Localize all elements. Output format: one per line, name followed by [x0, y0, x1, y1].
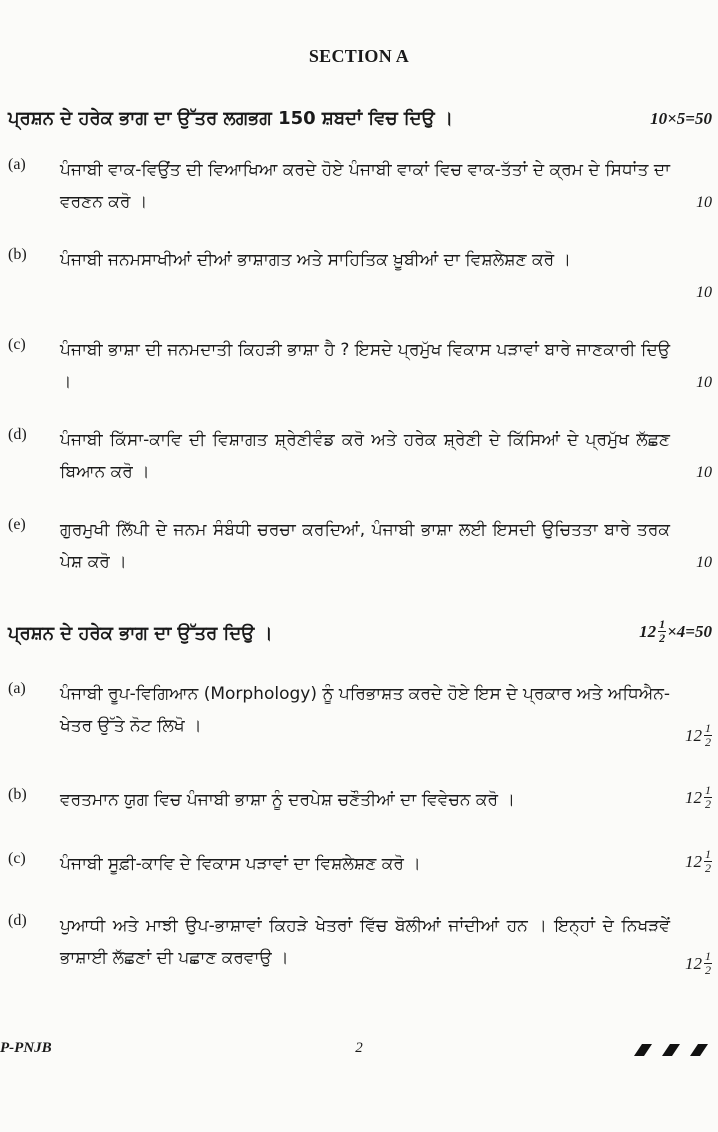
fraction-whole: 12	[685, 953, 702, 973]
question-label: (c)	[8, 336, 26, 353]
question-label: (c)	[8, 850, 26, 867]
question-marks: 10	[696, 374, 712, 391]
question-marks: 10	[696, 194, 712, 211]
question-marks: 10	[696, 554, 712, 571]
registration-mark-1	[634, 1044, 652, 1056]
question-text: ਵਰਤਮਾਨ ਯੁਗ ਵਿਚ ਪੰਜਾਬੀ ਭਾਸ਼ਾ ਨੂੰ ਦਰਪੇਸ਼ ਚਣੌਤੀਆਂ ਦਾ ਵਿਵੇਚਨ ਕਰੋ ।	[60, 790, 515, 810]
question-label: (e)	[8, 516, 26, 533]
fraction-denominator: 2	[705, 963, 711, 977]
fraction-marks	[685, 784, 712, 811]
paper-code: P-PNJB	[0, 1040, 52, 1056]
fraction-numerator: 1	[659, 617, 666, 631]
question-label: (b)	[8, 786, 27, 803]
part1-instruction-text: ਪ੍ਰਸ਼ਨ ਦੇ ਹਰੇਕ ਭਾਗ ਦਾ ਉੱਤਰ ਲਗਭਗ 150 ਸ਼ਬਦਾਂ ਵਿਚ ਦਿਉ ।	[8, 108, 453, 129]
question-marks	[685, 784, 712, 811]
question-label: (d)	[8, 426, 27, 443]
fraction-marks	[685, 722, 712, 749]
fraction-whole: 12	[685, 787, 702, 807]
part2-instruction	[8, 617, 712, 646]
question-text: ਪੰਜਾਬੀ ਭਾਸ਼ਾ ਦੀ ਜਨਮਦਾਤੀ ਕਿਹੜੀ ਭਾਸ਼ਾ ਹੈ ? ਇਸਦੇ ਪ੍ਰਮੁੱਖ ਵਿਕਾਸ ਪੜਾਵਾਂ ਬਾਰੇ ਜਾਣਕਾਰੀ ਦਿਉ ।	[60, 340, 670, 392]
question-label: (b)	[8, 246, 27, 263]
fraction-stack	[658, 618, 666, 645]
question-marks: 10	[696, 464, 712, 481]
question-text: ਗੁਰਮੁਖੀ ਲਿੱਪੀ ਦੇ ਜਨਮ ਸੰਬੰਧੀ ਚਰਚਾ ਕਰਦਿਆਂ, ਪੰਜਾਬੀ ਭਾਸ਼ਾ ਲਈ ਇਸਦੀ ਉਚਿਤਤਾ ਬਾਰੇ ਤਰਕ ਪੇਸ਼ ਕਰੋ ।	[60, 520, 670, 572]
fraction-stack	[704, 950, 712, 977]
question-marks	[685, 848, 712, 875]
question-text: ਪੰਜਾਬੀ ਵਾਕ-ਵਿਉਂਤ ਦੀ ਵਿਆਖਿਆ ਕਰਦੇ ਹੋਏ ਪੰਜਾਬੀ ਵਾਕਾਂ ਵਿਚ ਵਾਕ-ਤੱਤਾਂ ਦੇ ਕ੍ਰਮ ਦੇ ਸਿਧਾਂਤ ਦਾ ਵਰਣਨ ਕਰੋ ।	[60, 160, 670, 212]
fraction-marks	[685, 950, 712, 977]
question-marks	[685, 722, 712, 749]
question-text: ਪੰਜਾਬੀ ਜਨਮਸਾਖੀਆਂ ਦੀਆਂ ਭਾਸ਼ਾਗਤ ਅਤੇ ਸਾਹਿਤਿਕ ਖ਼ੂਬੀਆਂ ਦਾ ਵਿਸ਼ਲੇਸ਼ਣ ਕਰੋ ।	[60, 250, 571, 270]
question-text: ਪੁਆਧੀ ਅਤੇ ਮਾਝੀ ਉਪ-ਭਾਸ਼ਾਵਾਂ ਕਿਹੜੇ ਖੇਤਰਾਂ ਵਿੱਚ ਬੋਲੀਆਂ ਜਾਂਦੀਆਂ ਹਨ । ਇਨ੍ਹਾਂ ਦੇ ਨਿਖੜਵੇਂ ਭਾਸ਼ਾਈ ਲੱਛਣਾਂ ਦੀ ਪਛਾਣ ਕਰਵਾਉ ।	[60, 916, 670, 968]
registration-mark-2	[662, 1044, 680, 1056]
fraction-stack	[704, 848, 712, 875]
fraction-denominator: 2	[705, 797, 711, 811]
fraction-numerator: 1	[705, 783, 711, 797]
fraction-marks	[639, 618, 712, 645]
question-label: (a)	[8, 156, 26, 173]
fraction-numerator: 1	[705, 721, 711, 735]
registration-marks-icon	[632, 1040, 714, 1058]
fraction-denominator: 2	[659, 631, 666, 645]
fraction-stack	[704, 722, 712, 749]
section-title: SECTION A	[308, 46, 410, 66]
question-text: ਪੰਜਾਬੀ ਰੂਪ-ਵਿਗਿਆਨ (Morphology) ਨੂੰ ਪਰਿਭਾਸ਼ਤ ਕਰਦੇ ਹੋਏ ਇਸ ਦੇ ਪ੍ਰਕਾਰ ਅਤੇ ਅਧਿਐਨ-ਖੇਤਰ ਉੱਤੇ ਨੋਟ ਲਿਖੋ ।	[60, 684, 670, 736]
registration-mark-3	[690, 1044, 708, 1056]
fraction-whole: 12	[685, 851, 702, 871]
part2-total-marks	[639, 618, 712, 645]
part1-instruction	[8, 107, 712, 131]
fraction-whole: 12	[639, 621, 657, 641]
question-text: ਪੰਜਾਬੀ ਕਿੱਸਾ-ਕਾਵਿ ਦੀ ਵਿਸ਼ਾਗਤ ਸ਼੍ਰੇਣੀਵੰਡ ਕਰੋ ਅਤੇ ਹਰੇਕ ਸ਼੍ਰੇਣੀ ਦੇ ਕਿੱਸਿਆਂ ਦੇ ਪ੍ਰਮੁੱਖ ਲੱਛਣ ਬਿਆਨ ਕਰੋ ।	[60, 430, 670, 482]
fraction-denominator: 2	[705, 861, 711, 875]
fraction-marks	[685, 848, 712, 875]
fraction-multiplier: ×4=50	[667, 621, 712, 641]
question-marks	[685, 950, 712, 977]
part2-instruction-text: ਪ੍ਰਸ਼ਨ ਦੇ ਹਰੇਕ ਭਾਗ ਦਾ ਉੱਤਰ ਦਿਉ ।	[8, 623, 273, 644]
question-text: ਪੰਜਾਬੀ ਸੂਫ਼ੀ-ਕਾਵਿ ਦੇ ਵਿਕਾਸ ਪੜਾਵਾਂ ਦਾ ਵਿਸ਼ਲੇਸ਼ਣ ਕਰੋ ।	[60, 854, 421, 874]
question-marks: 10	[696, 284, 712, 301]
part1-total-marks: 10×5=50	[650, 109, 712, 128]
question-label: (a)	[8, 680, 26, 697]
fraction-whole: 12	[685, 725, 702, 745]
page-number: 2	[355, 1040, 363, 1056]
fraction-numerator: 1	[705, 847, 711, 861]
fraction-stack	[704, 784, 712, 811]
fraction-denominator: 2	[705, 735, 711, 749]
fraction-numerator: 1	[705, 949, 711, 963]
question-label: (d)	[8, 912, 27, 929]
